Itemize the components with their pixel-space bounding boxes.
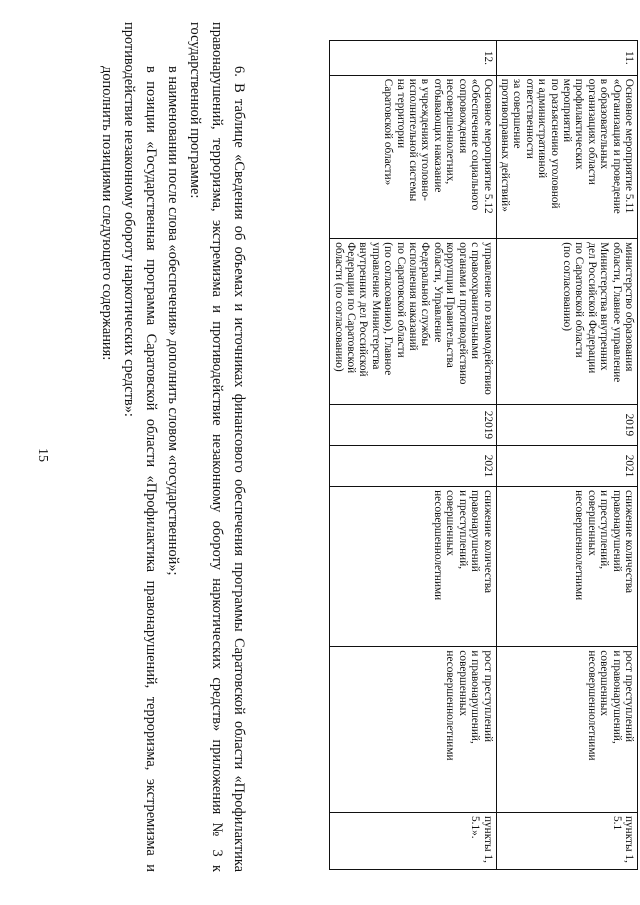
rotated-page-content [78, 22, 638, 887]
row-number: 12. [330, 41, 496, 76]
paragraph-position-change: в позиции «Государственная программа Саратовской области «Профилактика правонарушений, терроризма, экстремизма и противодействие незаконному обороту наркотических средств»: [121, 22, 159, 872]
page-number: 15 [35, 448, 50, 462]
row-number: 11. [496, 41, 637, 76]
measure-executor: министерство образования области, Главное управление Министерства внутренних дел Российской Федерации по Саратовской области (по согласованию) [496, 239, 637, 405]
measure-name: Основное мероприятие 5.12 «Обеспечение социального сопровождения несовершеннолетних, отбывающих наказание в учреждениях уголовно- исполнительной системы на территории Саратовской области» [330, 75, 496, 238]
year-start: 22019 [330, 404, 496, 445]
table-row [330, 41, 496, 870]
indicator-link: пункты 1, 5.1». [330, 812, 496, 869]
risk-consequence: рост преступлений и правонарушений, совершенных несовершеннолетними [496, 647, 637, 813]
indicator-link: пункты 1, 5.1 [496, 812, 637, 869]
expected-result: снижение количества правонарушений и преступлений, совершенных несовершеннолетними [496, 487, 637, 647]
paragraph-title-change: в наименовании после слова «обеспечения» дополнить словом «государственной»; [165, 66, 181, 576]
risk-consequence: рост преступлений и правонарушений, совершенных несовершеннолетними [330, 647, 496, 813]
year-end: 2021 [496, 445, 637, 486]
expected-result: снижение количества правонарушений и преступлений, совершенных несовершеннолетними [330, 487, 496, 647]
paragraph-table-change: 6. В таблице «Сведения об объемах и источниках финансового обеспечения программы Саратовской области «Профилактика правонарушений, терроризма, экстремизма и противодействие незаконному обороту наркотических средств» приложения № 3 к государственной программе: [187, 22, 247, 872]
measure-executor: управление по взаимодействию с правоохранительными органами и противодействию коррупции Правительства области, Управление Федеральной службы исполнения наказаний по Саратовской области (по согласованию), Главное управление Министерства внутренних дел Российской Федерации по Саратовской области (по согласованию) [330, 239, 496, 405]
year-start: 2019 [496, 404, 637, 445]
paragraph-add-positions: дополнить позициями следующего содержания: [99, 66, 115, 361]
year-end: 2021 [330, 445, 496, 486]
measures-table [329, 40, 638, 870]
measure-name: Основное мероприятие 5.11 «Организация и проведение в образовательных организациях области профилактических мероприятий по разъяснению уголовной и административной ответственности за совершение противоправных действий» [496, 75, 637, 238]
table-row [496, 41, 637, 870]
